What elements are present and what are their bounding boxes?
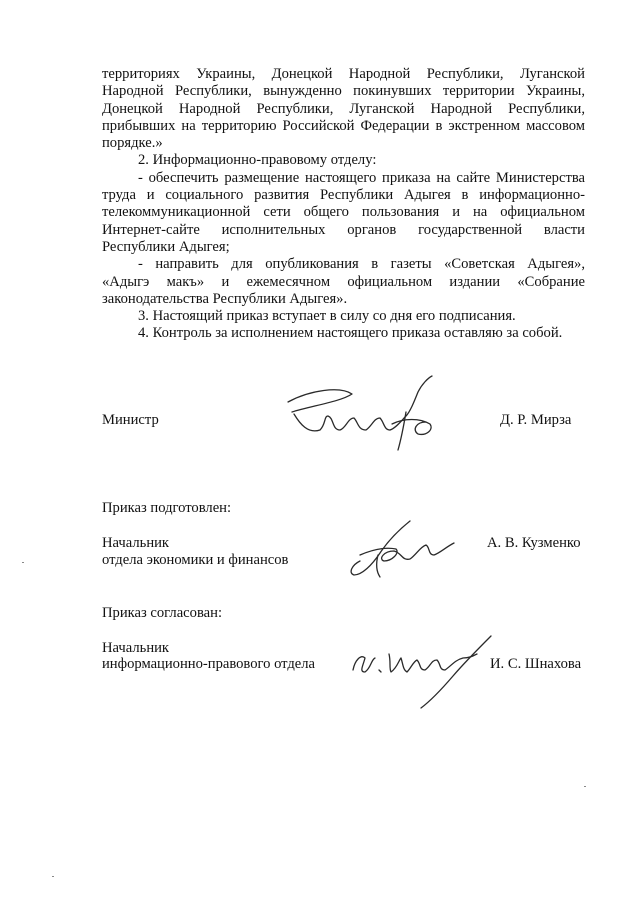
- body-line: Донецкой Народной Республики, Луганской Народной Республики,: [102, 100, 585, 117]
- agreed-position-line1: Начальник: [102, 640, 170, 656]
- body-line-item-3: 3. Настоящий приказ вступает в силу со дня его подписания.: [138, 308, 516, 325]
- prepared-name: А. В. Кузменко: [487, 535, 581, 551]
- body-line-item-4: 4. Контроль за исполнением настоящего приказа оставляю за собой.: [138, 325, 563, 342]
- agreed-heading: Приказ согласован:: [102, 605, 222, 621]
- scan-speck: [22, 562, 24, 563]
- body-line: Республики Адыгея;: [102, 238, 230, 255]
- minister-name: Д. Р. Мирза: [500, 412, 572, 428]
- prepared-position-line2: отдела экономики и финансов: [102, 552, 289, 568]
- order-body-text: [102, 66, 585, 343]
- prepared-heading: Приказ подготовлен:: [102, 500, 232, 516]
- body-line: - обеспечить размещение настоящего приказа на сайте Министерства: [138, 169, 585, 186]
- body-line: Интернет-сайте исполнительных органов государственной власти: [102, 221, 585, 238]
- body-line: Народной Республики, вынужденно покинувших территории Украины,: [102, 83, 585, 100]
- body-line-item-2: 2. Информационно-правовому отделу:: [138, 152, 377, 169]
- minister-title: Министр: [102, 412, 159, 428]
- agreed-name: И. С. Шнахова: [490, 656, 582, 672]
- body-line: труда и социального развития Республики Адыгея в информационно-: [102, 187, 585, 204]
- agreed-signature-icon: [345, 628, 495, 713]
- body-line: территориях Украины, Донецкой Народной Республики, Луганской: [102, 66, 585, 82]
- prepared-position-line1: Начальник: [102, 535, 170, 551]
- body-line: телекоммуникационной сети общего пользования и на официальном: [102, 204, 585, 221]
- scan-speck: [52, 876, 54, 877]
- scan-speck: [584, 786, 586, 787]
- agreed-position-line2: информационно-правового отдела: [102, 656, 316, 672]
- minister-signature-icon: [280, 372, 450, 457]
- body-line: «Адыгэ макъ» и ежемесячном официальном издании «Собрание: [102, 273, 585, 290]
- body-line: порядке.»: [102, 135, 163, 152]
- body-line: - направить для опубликования в газеты «Советская Адыгея»,: [138, 256, 585, 273]
- body-line: прибывших на территорию Российской Федерации в экстренном массовом: [102, 117, 585, 134]
- body-line: законодательства Республики Адыгея».: [102, 290, 348, 307]
- prepared-signature-icon: [340, 515, 460, 585]
